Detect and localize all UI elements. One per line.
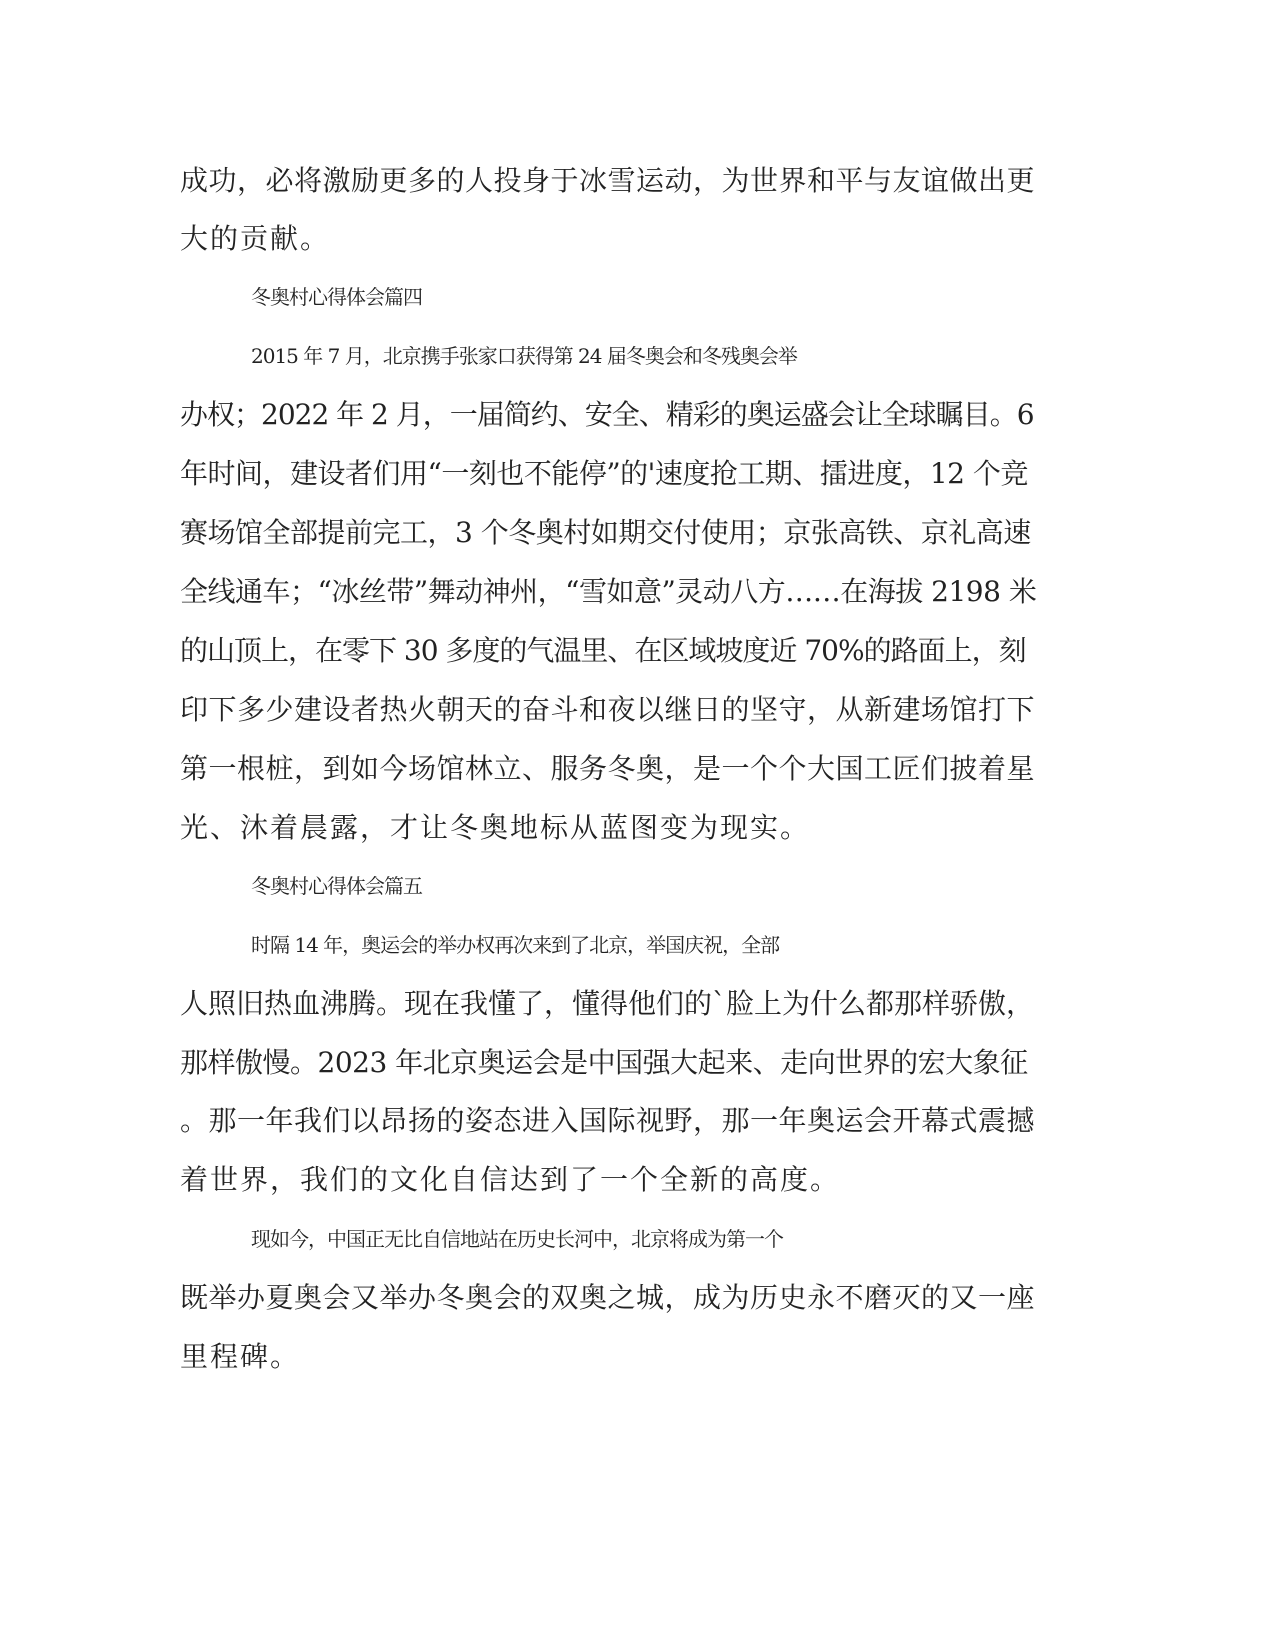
text-line: 。那一年我们以昂扬的姿态进入国际视野，那一年奥运会开幕式震撼 xyxy=(180,1104,1036,1137)
text-line: 大的贡献。 xyxy=(180,222,331,255)
text-line: 既举办夏奥会又举办冬奥会的双奥之城，成为历史永不磨灭的又一座 xyxy=(180,1281,1036,1314)
text-line: 印下多少建设者热火朝天的奋斗和夜以继日的坚守，从新建场馆打下 xyxy=(180,693,1036,726)
text-line: 现如今，中国正无比自信地站在历史长河中，北京将成为第一个 xyxy=(251,1227,783,1251)
text-line: 全线通车；“冰丝带”舞动神州，“雪如意”灵动八方……在海拔 2198 米 xyxy=(180,575,1037,608)
text-line: 办权；2022 年 2 月，一届简约、安全、精彩的奥运盛会让全球瞩目。6 xyxy=(180,398,1034,431)
text-line: 赛场馆全部提前完工，3 个冬奥村如期交付使用；京张高铁、京礼高速 xyxy=(180,516,1031,549)
text-line: 第一根桩，到如今场馆林立、服务冬奥，是一个个大国工匠们披着星 xyxy=(180,752,1036,785)
section-heading: 冬奥村心得体会篇四 xyxy=(251,285,422,309)
text-line: 光、沐着晨露，才让冬奥地标从蓝图变为现实。 xyxy=(180,811,811,844)
section-heading: 冬奥村心得体会篇五 xyxy=(251,874,422,898)
text-line: 里程碑。 xyxy=(180,1340,301,1373)
text-line: 2015 年 7 月，北京携手张家口获得第 24 届冬奥会和冬残奥会举 xyxy=(251,344,797,368)
text-line: 年时间，建设者们用“一刻也不能停”的'速度抢工期、擂进度，12 个竞 xyxy=(180,457,1028,490)
text-line: 人照旧热血沸腾。现在我懂了，懂得他们的`脸上为什么都那样骄傲， xyxy=(180,987,1035,1020)
text-line: 那样傲慢。2023 年北京奥运会是中国强大起来、走向世界的宏大象征 xyxy=(180,1046,1028,1079)
text-line: 成功，必将激励更多的人投身于冰雪运动，为世界和平与友谊做出更 xyxy=(180,164,1036,197)
text-line: 时隔 14 年，奥运会的举办权再次来到了北京，举国庆祝，全部 xyxy=(251,933,780,957)
text-line: 的山顶上，在零下 30 多度的气温里、在区域坡度近 70%的路面上，刻 xyxy=(180,634,1026,667)
text-line: 着世界，我们的文化自信达到了一个全新的高度。 xyxy=(180,1163,841,1196)
